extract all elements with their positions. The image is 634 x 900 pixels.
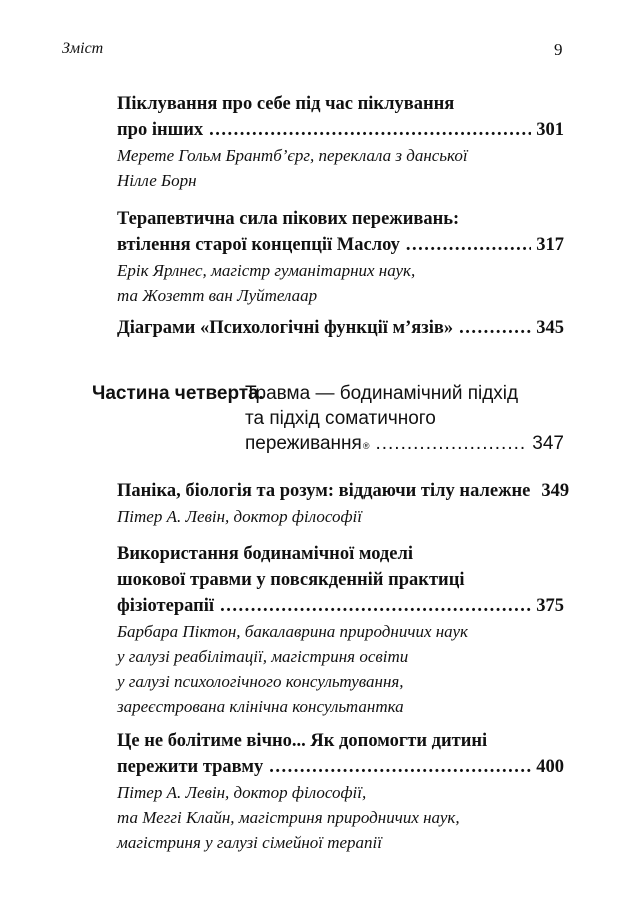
entry-author-line: Нілле Борн: [117, 171, 197, 190]
header-title: Зміст: [62, 40, 104, 57]
part-page-number: 347: [532, 433, 564, 454]
toc-entry[interactable]: [117, 541, 564, 719]
entry-page-number: 345: [536, 318, 564, 338]
entry-page-number: 317: [536, 235, 564, 255]
entry-author-line: магістриня у галузі сімейної терапії: [117, 833, 382, 852]
entry-page-number: 400: [536, 757, 564, 777]
entry-title-line: Це не болітиме вічно... Як допомогти дитині: [117, 731, 488, 751]
part-label: Частина четверта.: [92, 383, 264, 404]
page-number: 9: [554, 40, 563, 59]
registered-mark: ®: [362, 441, 370, 451]
entry-title-line: про інших: [117, 120, 204, 140]
toc-entry[interactable]: [117, 478, 570, 529]
entry-title-line: пережити травму: [117, 757, 264, 777]
toc-entry[interactable]: [117, 206, 564, 308]
toc-entry[interactable]: [117, 91, 564, 193]
entry-page-number: 375: [536, 596, 564, 616]
entry-author-line: та Жозетт ван Луйтелаар: [117, 286, 318, 305]
entry-title-line: Паніка, біологія та розум: віддаючи тілу належне: [117, 481, 531, 501]
entry-title-line: Використання бодинамічної моделі: [117, 544, 413, 564]
entry-author-line: Пітер А. Левін, доктор філософії,: [117, 783, 367, 802]
entry-author-line: та Меггі Клайн, магістриня природничих наук,: [117, 808, 460, 827]
part-title-line: переживання: [245, 433, 362, 454]
entry-page-number: 349: [541, 481, 570, 501]
entry-author-line: у галузі реабілітації, магістриня освіти: [117, 647, 409, 666]
dot-leader: [459, 315, 531, 341]
entry-title-line: шокової травми у повсякденній практиці: [117, 570, 465, 590]
part-title-line: Травма — бодинамічний підхід: [245, 383, 519, 404]
toc-entry[interactable]: [117, 728, 564, 855]
toc-entry[interactable]: [117, 315, 564, 341]
entry-author-line: Барбара Піктон, бакалаврина природничих наук: [117, 622, 468, 641]
dot-leader: [375, 431, 524, 456]
dot-leader: [220, 593, 531, 619]
part-title: [245, 381, 564, 459]
entry-author-line: зареєстрована клінічна консультантка: [117, 697, 404, 716]
entry-author-line: у галузі психологічного консультування,: [117, 672, 404, 691]
entry-title-line: фізіотерапії: [117, 596, 215, 616]
entry-author-line: Ерік Ярлнес, магістр гуманітарних наук,: [117, 261, 416, 280]
entry-title-line: Терапевтична сила пікових переживань:: [117, 209, 460, 229]
entry-title-line: втілення старої концепції Маслоу: [117, 235, 400, 255]
entry-author-line: Пітер А. Левін, доктор філософії: [117, 507, 362, 526]
entry-title-line: Піклування про себе під час піклування: [117, 94, 455, 114]
entry-page-number: 301: [536, 120, 564, 140]
part-title-line: та підхід соматичного: [245, 408, 436, 429]
dot-leader: [406, 232, 531, 258]
dot-leader: [209, 117, 531, 143]
dot-leader: [269, 754, 531, 780]
entry-author-line: Мерете Гольм Брантб’єрг, переклала з данської: [117, 146, 468, 165]
entry-title-line: Діаграми «Психологічні функції м’язів»: [117, 318, 454, 338]
